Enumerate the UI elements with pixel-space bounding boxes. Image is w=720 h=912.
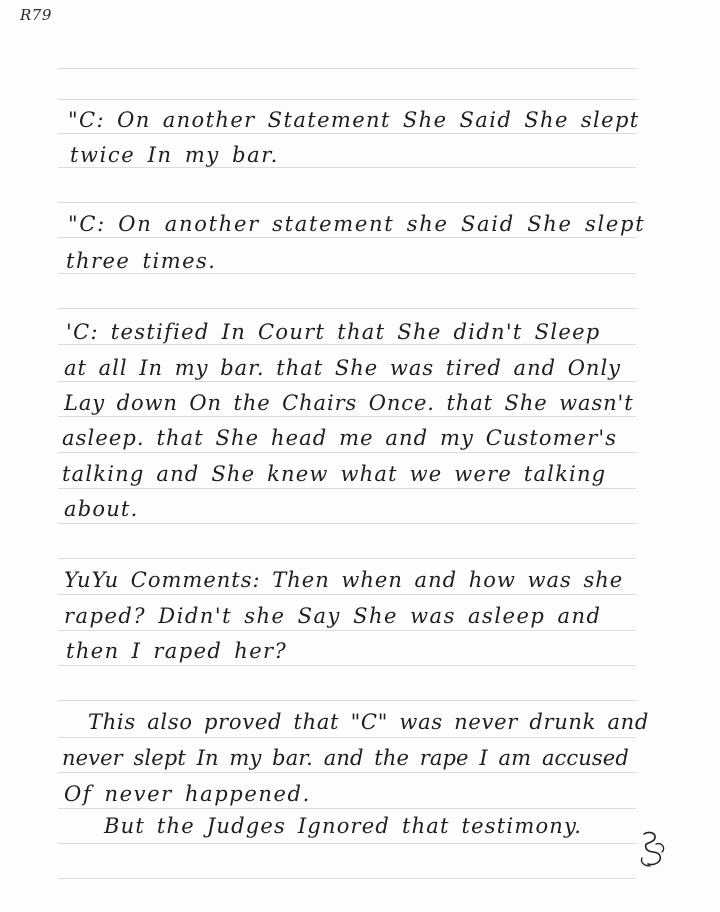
ruled-line	[58, 99, 636, 100]
ruled-line	[58, 273, 636, 274]
ruled-line	[58, 237, 636, 238]
paragraph-yuyu-comments-line-2: raped? Didn't she Say She was asleep and	[64, 604, 602, 628]
scribble-mark-icon	[636, 828, 670, 870]
ruled-line	[58, 308, 636, 309]
ruled-line	[58, 523, 636, 524]
paragraph-statement-twice-line-2: twice In my bar.	[70, 143, 279, 167]
ruled-line	[58, 772, 636, 773]
ruled-line	[58, 68, 636, 69]
paragraph-statement-twice-line-1: "C: On another Statement She Said She slept	[68, 108, 640, 132]
ruled-line	[58, 878, 636, 879]
ruled-line	[58, 202, 636, 203]
paragraph-yuyu-comments-line-3: then I raped her?	[66, 639, 288, 663]
paragraph-court-testimony-line-6: about.	[64, 497, 139, 521]
paragraph-conclusion-line-2: never slept In my bar. and the rape I am accused	[62, 746, 629, 770]
paragraph-conclusion-line-1: This also proved that "C" was never drunk and	[88, 710, 650, 734]
ruled-line	[58, 665, 636, 666]
ruled-line	[58, 488, 636, 489]
page-tag: R79	[20, 6, 52, 24]
paragraph-court-testimony-line-2: at all In my bar. that She was tired and Only	[64, 356, 622, 380]
paragraph-statement-three-times-line-2: three times.	[66, 249, 217, 273]
paragraph-court-testimony-line-5: talking and She knew what we were talking	[62, 462, 607, 486]
ruled-line	[58, 381, 636, 382]
paragraph-yuyu-comments-line-1: YuYu Comments: Then when and how was she	[64, 568, 624, 592]
ruled-line	[58, 452, 636, 453]
ruled-line	[58, 416, 636, 417]
paragraph-court-testimony-line-3: Lay down On the Chairs Once. that She wasn't	[64, 391, 634, 415]
paragraph-court-testimony-line-4: asleep. that She head me and my Customer's	[62, 426, 618, 450]
ruled-line	[58, 594, 636, 595]
paragraph-conclusion-line-4: But the Judges Ignored that testimony.	[104, 814, 583, 838]
ruled-line	[58, 133, 636, 134]
paragraph-court-testimony-line-1: 'C: testified In Court that She didn't Sleep	[66, 320, 601, 344]
paragraph-conclusion-line-3: Of never happened.	[64, 782, 311, 806]
paragraph-statement-three-times-line-1: "C: On another statement she Said She slept	[68, 212, 646, 236]
ruled-line	[58, 630, 636, 631]
ruled-line	[58, 808, 636, 809]
ruled-line	[58, 167, 636, 168]
ruled-line	[58, 700, 636, 701]
ruled-line	[58, 843, 636, 844]
ruled-line	[58, 737, 636, 738]
ruled-line	[58, 344, 636, 345]
ruled-line	[58, 558, 636, 559]
